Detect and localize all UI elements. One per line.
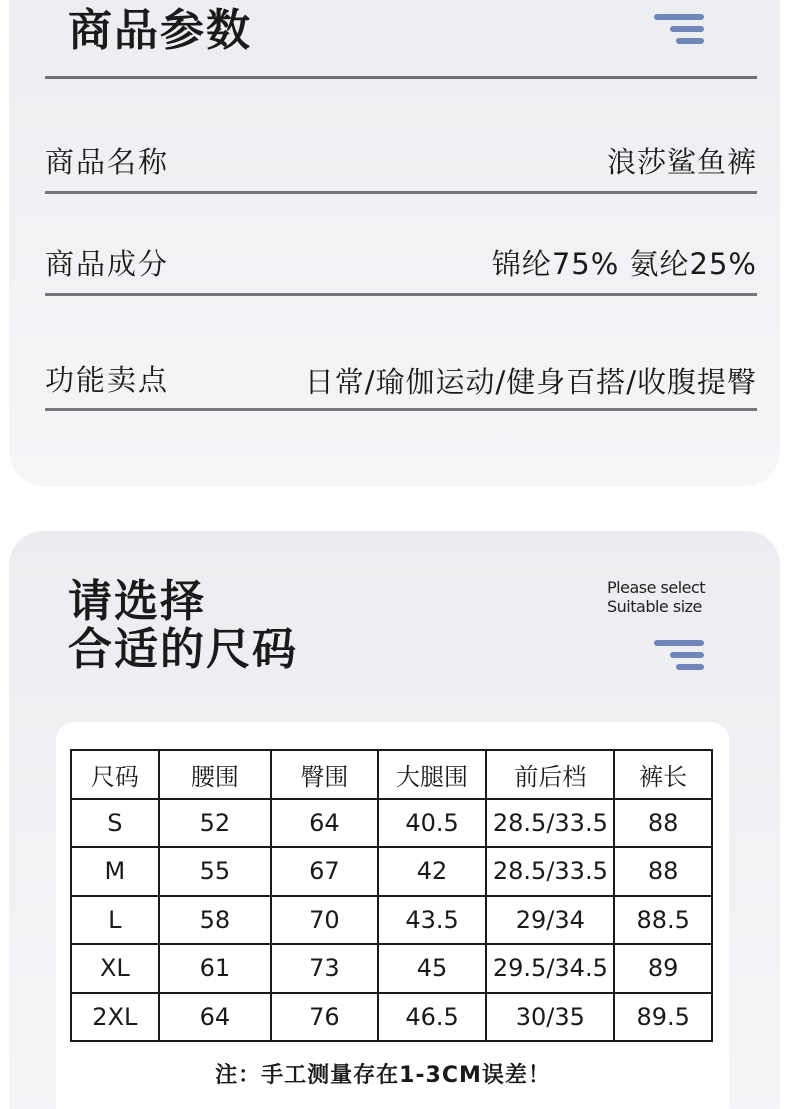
table-cell: 67	[271, 847, 378, 896]
table-cell: 28.5/33.5	[486, 799, 614, 848]
english-line2: Suitable size	[607, 597, 702, 616]
size-title-line1: 请选择	[68, 576, 206, 627]
table-cell: L	[71, 896, 159, 945]
table-cell: 61	[159, 944, 271, 993]
table-cell: 58	[159, 896, 271, 945]
table-header-cell: 腰围	[159, 750, 271, 799]
size-title	[68, 578, 298, 674]
table-cell: 89	[614, 944, 712, 993]
table-cell: 88.5	[614, 896, 712, 945]
table-header-cell: 尺码	[71, 750, 159, 799]
table-row	[71, 944, 712, 993]
table-cell: 40.5	[378, 799, 487, 848]
param-label: 功能卖点	[45, 363, 170, 397]
table-header-cell: 前后档	[486, 750, 614, 799]
table-header-row	[71, 750, 712, 799]
english-line1: Please select	[607, 578, 706, 597]
row-divider	[45, 408, 757, 411]
table-cell: 88	[614, 799, 712, 848]
table-cell: 76	[271, 993, 378, 1042]
table-row	[71, 896, 712, 945]
table-cell: 29/34	[486, 896, 614, 945]
table-cell: 64	[159, 993, 271, 1042]
table-cell: 28.5/33.5	[486, 847, 614, 896]
table-cell: 52	[159, 799, 271, 848]
param-value: 浪莎鲨鱼裤	[606, 145, 757, 179]
table-header-cell: 裤长	[614, 750, 712, 799]
table-cell: 70	[271, 896, 378, 945]
param-value: 日常/瑜伽运动/健身百搭/收腹提臀	[304, 365, 757, 399]
menu-lines-icon	[654, 640, 704, 676]
param-value: 锦纶75% 氨纶25%	[491, 247, 757, 281]
row-divider	[45, 191, 757, 194]
table-cell: 55	[159, 847, 271, 896]
table-cell: XL	[71, 944, 159, 993]
table-cell: 29.5/34.5	[486, 944, 614, 993]
table-cell: 30/35	[486, 993, 614, 1042]
table-cell: 89.5	[614, 993, 712, 1042]
table-cell: 45	[378, 944, 487, 993]
table-row	[71, 847, 712, 896]
table-cell: 43.5	[378, 896, 487, 945]
table-cell: 88	[614, 847, 712, 896]
title-divider	[45, 76, 757, 79]
params-title: 商品参数	[68, 5, 252, 56]
table-header-cell: 大腿围	[378, 750, 487, 799]
table-cell: M	[71, 847, 159, 896]
table-cell: 42	[378, 847, 487, 896]
table-cell: 2XL	[71, 993, 159, 1042]
size-title-line2: 合适的尺码	[68, 624, 298, 675]
param-label: 商品成分	[45, 247, 170, 281]
table-row	[71, 799, 712, 848]
measurement-note: 注：手工测量存在1-3CM误差！	[215, 1063, 551, 1088]
menu-lines-icon	[654, 14, 704, 50]
size-table	[70, 749, 713, 1042]
table-row	[71, 993, 712, 1042]
size-english-caption	[607, 578, 705, 616]
param-label: 商品名称	[45, 145, 170, 179]
table-cell: 64	[271, 799, 378, 848]
row-divider	[45, 293, 757, 296]
table-cell: S	[71, 799, 159, 848]
table-cell: 73	[271, 944, 378, 993]
table-cell: 46.5	[378, 993, 487, 1042]
table-header-cell: 臀围	[271, 750, 378, 799]
